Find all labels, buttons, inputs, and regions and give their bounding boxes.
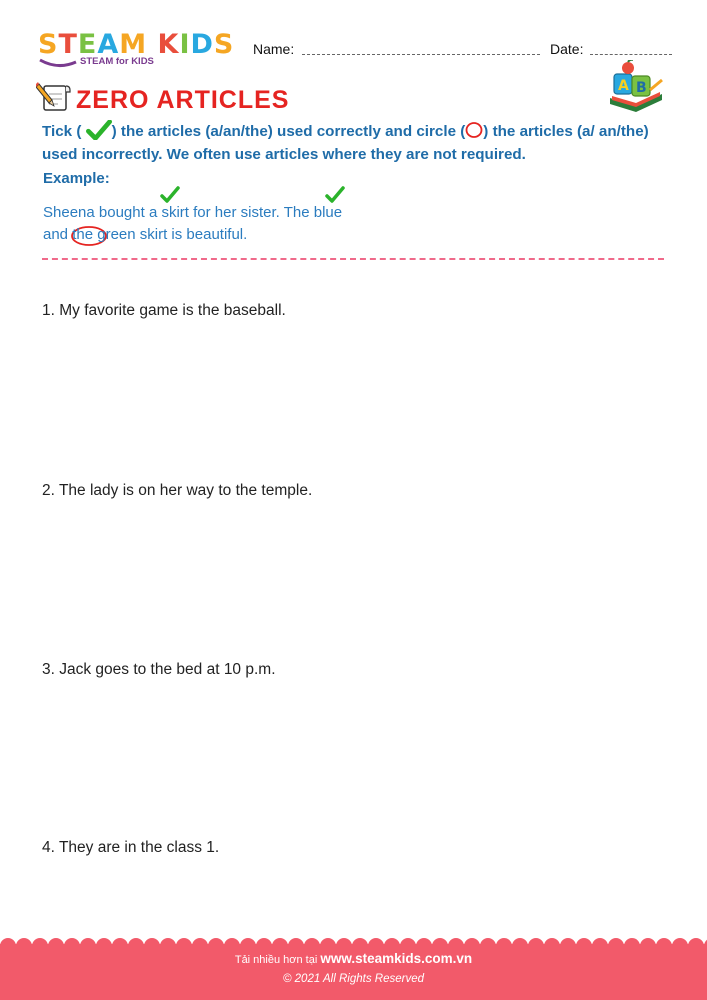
pencil-paper-icon <box>36 80 72 114</box>
example-text-1c: skirt for her sister. <box>157 204 284 221</box>
question-1[interactable]: 1. My favorite game is the baseball. <box>42 302 286 319</box>
logo-letter: E <box>77 29 98 60</box>
example-text-2b: the <box>72 226 94 243</box>
svg-text:B: B <box>636 80 647 96</box>
example-text-1e: blue <box>309 204 343 221</box>
date-label: Date: <box>550 41 584 57</box>
logo-letter: M <box>119 29 148 60</box>
question-3[interactable]: 3. Jack goes to the bed at 10 p.m. <box>42 661 276 678</box>
question-4[interactable]: 4. They are in the class 1. <box>42 839 220 856</box>
name-field[interactable] <box>302 54 540 55</box>
logo-letter: T <box>58 29 78 60</box>
example-label: Example: <box>43 170 110 187</box>
worksheet-title: ZERO ARTICLES <box>76 86 290 114</box>
question-2[interactable]: 2. The lady is on her way to the temple. <box>42 482 313 499</box>
tick-icon <box>86 120 112 140</box>
example-text-2c: green skirt is beautiful. <box>93 226 248 243</box>
svg-text:A: A <box>618 78 629 94</box>
logo-letter: A <box>97 29 120 60</box>
logo-letter: I <box>179 29 191 60</box>
logo-letter: S <box>38 29 59 60</box>
name-label: Name: <box>253 41 295 57</box>
example-text-1d: The <box>283 204 310 221</box>
footer-website-line <box>0 951 707 966</box>
instruction-text <box>42 120 662 166</box>
instruction-part1: Tick ( <box>42 123 82 140</box>
logo-subtitle: STEAM for KIDS <box>80 56 154 67</box>
footer-copyright: © 2021 All Rights Reserved <box>282 973 424 985</box>
example-sentence <box>43 202 403 246</box>
instruction-part2: ) the articles (a/an/the) used correctly and circle ( <box>111 123 466 140</box>
dashed-separator <box>42 258 664 260</box>
example-text-1a: Sheena bought <box>43 204 149 221</box>
alphabet-book-icon <box>606 60 664 112</box>
circle-icon <box>465 122 483 138</box>
logo-letter: D <box>190 29 214 60</box>
footer-prefix: Tải nhiều hơn tại <box>234 954 321 966</box>
date-field[interactable] <box>590 54 672 55</box>
example-text-1b: a <box>148 204 158 221</box>
logo-letter: K <box>157 29 180 60</box>
logo-letter: S <box>213 29 235 60</box>
example-text-2a: and <box>43 226 73 243</box>
instruction-part3: ) the articles (a/ an/the) used incorrectly. We often use articles where they are not required. <box>42 123 649 163</box>
logo-swoosh-icon <box>38 56 78 70</box>
footer-site-link[interactable]: www.steamkids.com.vn <box>320 951 473 966</box>
